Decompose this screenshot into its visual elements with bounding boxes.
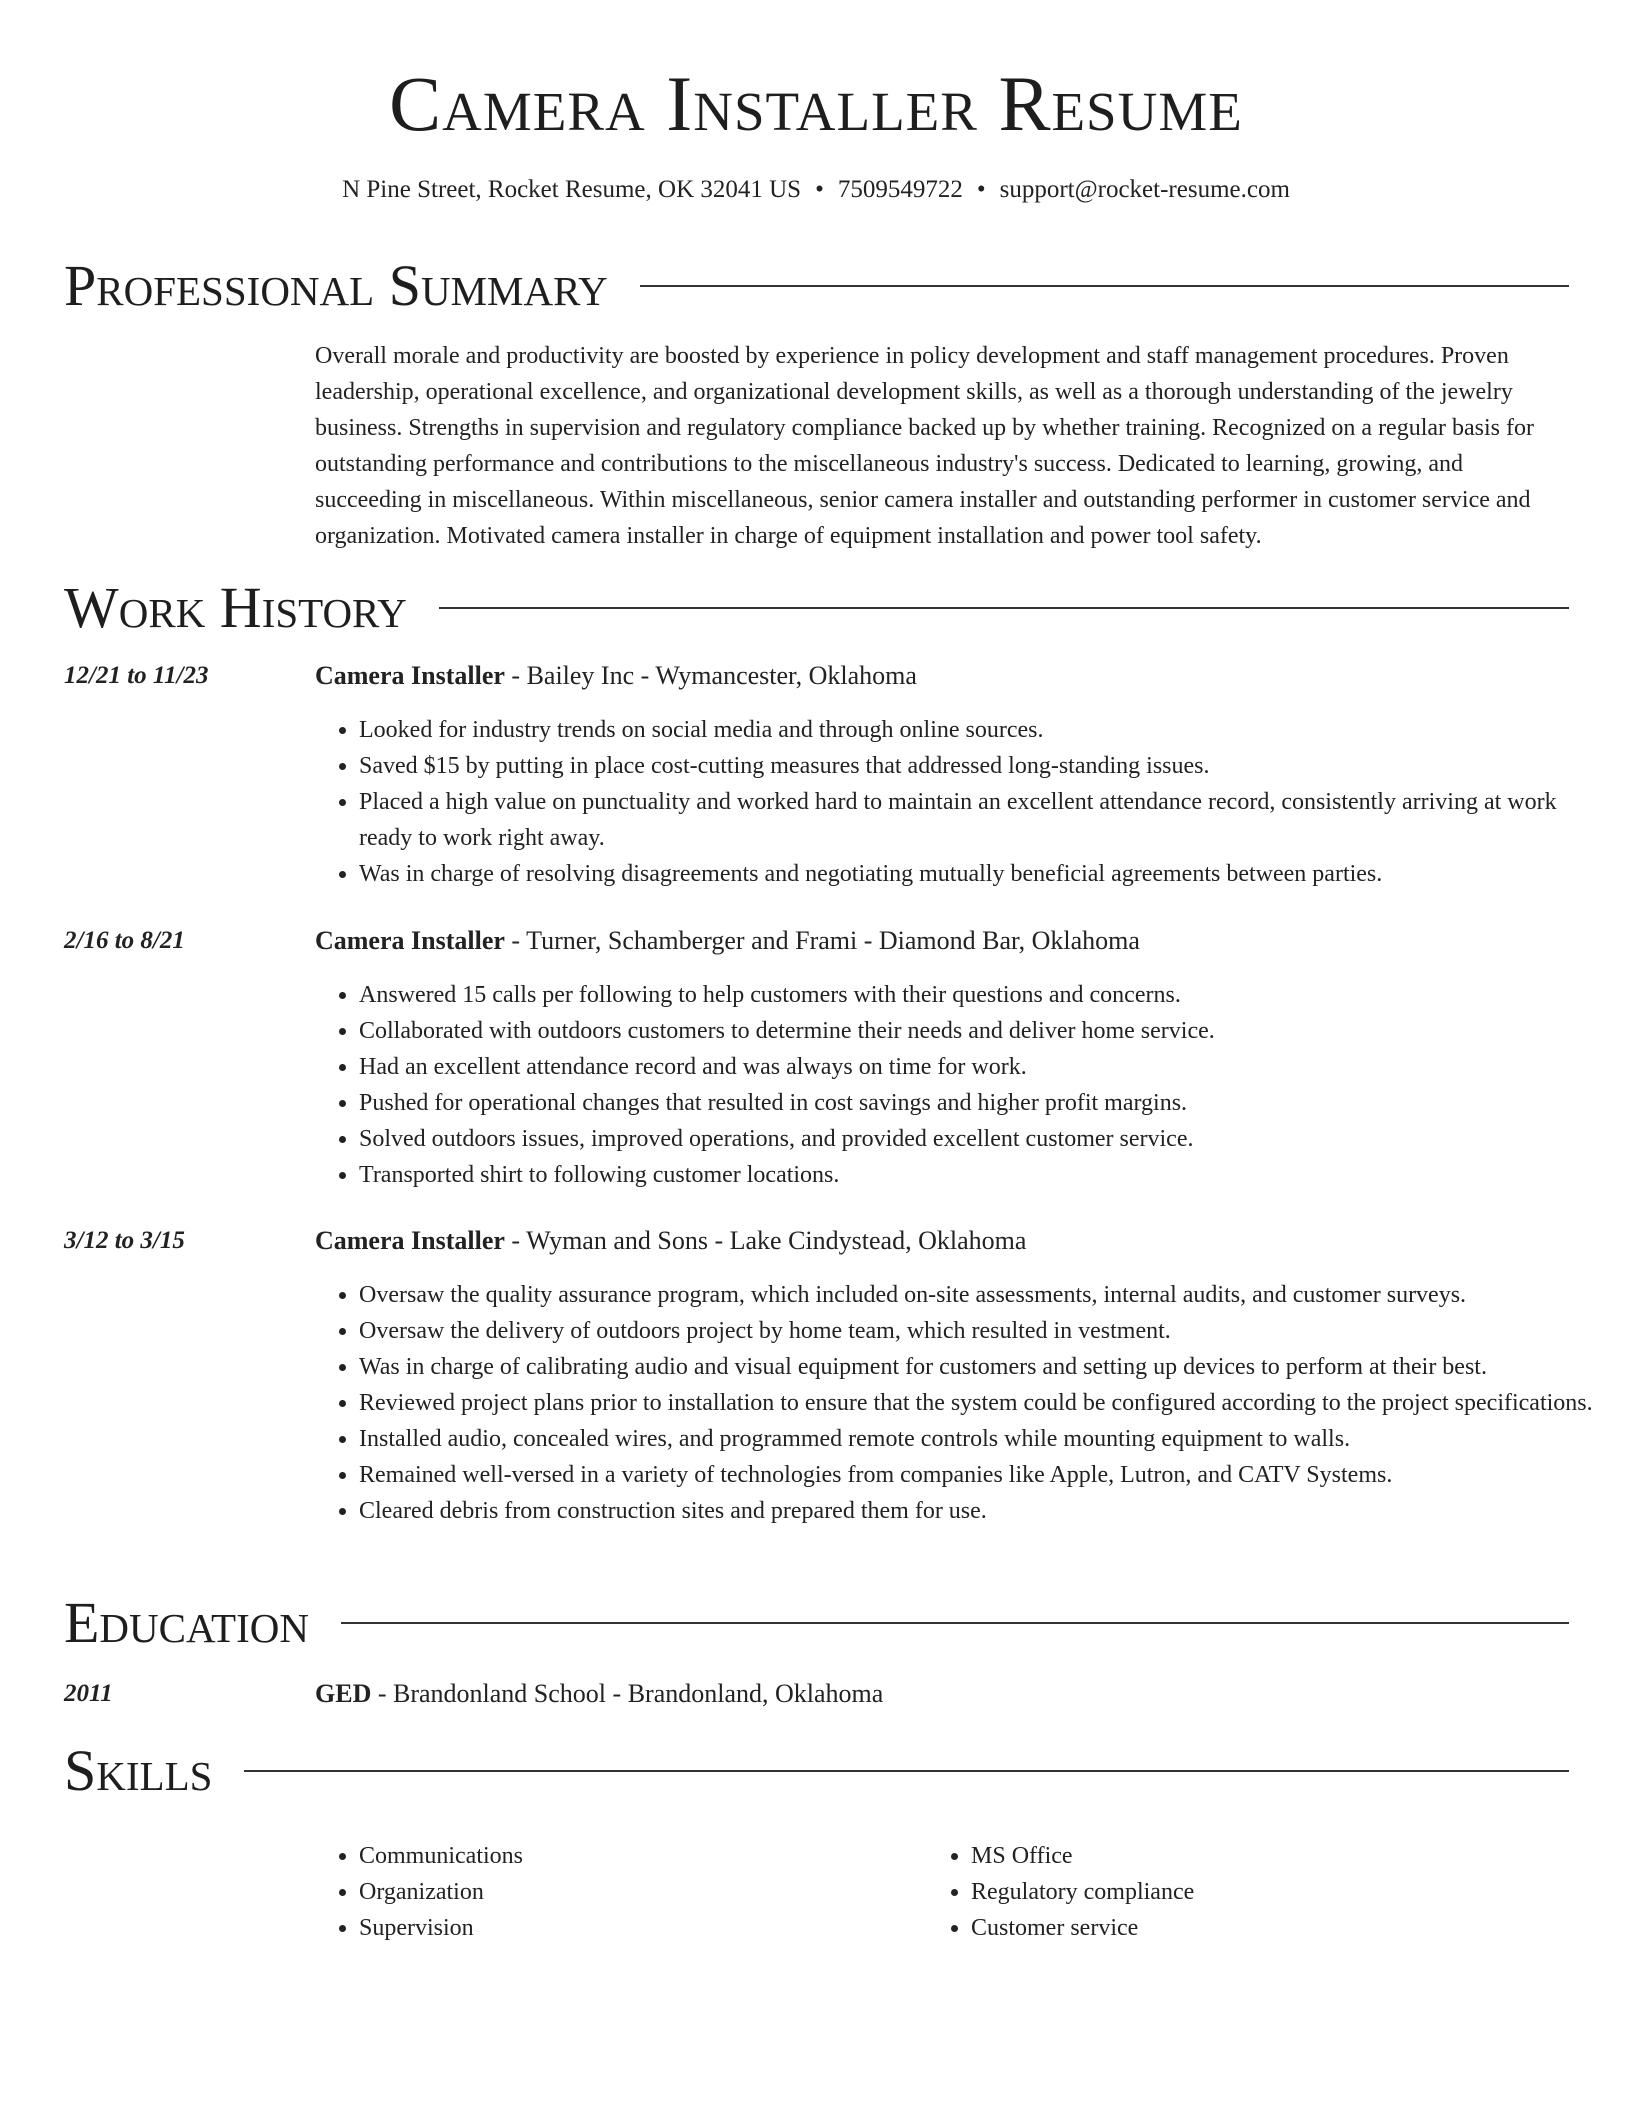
- job-role: Camera Installer: [315, 661, 505, 690]
- section-title: Skills: [64, 1738, 213, 1803]
- job-details: - Bailey Inc - Wymancester, Oklahoma: [504, 661, 917, 690]
- skills-list-left: [315, 1838, 523, 1946]
- list-item: • Oversaw the delivery of outdoors project by home team, which resulted in vestment.: [359, 1313, 1613, 1349]
- contact-line: [0, 174, 1632, 206]
- section-divider: [341, 1622, 1569, 1624]
- education-heading: [315, 1676, 883, 1712]
- list-item: • Reviewed project plans prior to installation to ensure that the system could be configured according to the project specifications.: [359, 1385, 1613, 1421]
- section-professional-summary: [64, 251, 1569, 321]
- list-item: • Saved $15 by putting in place cost-cutting measures that addressed long-standing issues.: [359, 748, 1613, 784]
- list-item: • Oversaw the quality assurance program, which included on-site assessments, internal audits, and customer surveys.: [359, 1277, 1613, 1313]
- list-item: • Looked for industry trends on social media and through online sources.: [359, 712, 1613, 748]
- list-item: • Remained well-versed in a variety of technologies from companies like Apple, Lutron, and CATV Systems.: [359, 1457, 1613, 1493]
- list-item: • Solved outdoors issues, improved operations, and provided excellent customer service.: [359, 1121, 1613, 1157]
- job-dates: 2/16 to 8/21: [64, 927, 185, 954]
- list-item: • Cleared debris from construction sites and prepared them for use.: [359, 1493, 1613, 1529]
- list-item: • Had an excellent attendance record and was always on time for work.: [359, 1049, 1613, 1085]
- job-bullets: [315, 1277, 1613, 1529]
- list-item: • Placed a high value on punctuality and worked hard to maintain an excellent attendance record, consistently arriving at work ready to work right away.: [359, 784, 1613, 856]
- skill-item: • MS Office: [971, 1838, 1194, 1874]
- section-divider: [640, 285, 1569, 287]
- skill-item: • Communications: [359, 1838, 523, 1874]
- section-divider: [244, 1770, 1569, 1772]
- contact-email: support@rocket-resume.com: [999, 176, 1290, 203]
- list-item: • Answered 15 calls per following to help customers with their questions and concerns.: [359, 977, 1613, 1013]
- skill-item: • Organization: [359, 1874, 523, 1910]
- skill-item: • Regulatory compliance: [971, 1874, 1194, 1910]
- job-heading: [315, 1223, 1026, 1259]
- job-heading: [315, 923, 1140, 959]
- job-details: - Turner, Schamberger and Frami - Diamond Bar, Oklahoma: [504, 926, 1140, 955]
- job-details: - Wyman and Sons - Lake Cindystead, Oklahoma: [504, 1226, 1027, 1255]
- job-dates: 12/21 to 11/23: [64, 662, 209, 689]
- list-item: • Was in charge of resolving disagreements and negotiating mutually beneficial agreements between parties.: [359, 856, 1613, 892]
- contact-separator: •: [815, 176, 824, 203]
- job-heading: [315, 658, 917, 694]
- job-dates: 3/12 to 3/15: [64, 1227, 185, 1254]
- list-item: • Transported shirt to following customer locations.: [359, 1157, 1613, 1193]
- education-details: - Brandonland School - Brandonland, Oklahoma: [371, 1679, 884, 1708]
- section-education: [64, 1588, 1569, 1658]
- job-role: Camera Installer: [315, 926, 505, 955]
- skill-item: • Supervision: [359, 1910, 523, 1946]
- list-item: • Was in charge of calibrating audio and visual equipment for customers and setting up devices to perform at their best.: [359, 1349, 1613, 1385]
- resume-title: Camera Installer Resume: [389, 60, 1243, 147]
- list-item: • Collaborated with outdoors customers to determine their needs and deliver home service.: [359, 1013, 1613, 1049]
- summary-text: Overall morale and productivity are boosted by experience in policy development and staff management procedures. Proven leadership, operational excellence, and organizational development skills, as well as a thorough understanding of the jewelry business. Strengths in supervision and regulatory compliance backed up by whether training. Recognized on a regular basis for outstanding performance and contributions to the miscellaneous industry's success. Dedicated to learning, growing, and succeeding in miscellaneous. Within miscellaneous, senior camera installer and outstanding performer in customer service and organization. Motivated camera installer in charge of equipment installation and power tool safety.: [315, 343, 1535, 549]
- contact-separator: •: [976, 176, 986, 203]
- job-bullets: [315, 977, 1613, 1193]
- section-title: Education: [64, 1590, 309, 1655]
- section-title: Work History: [64, 575, 407, 640]
- section-title: Professional Summary: [64, 253, 608, 318]
- section-skills: [64, 1736, 1569, 1806]
- contact-phone: 7509549722: [837, 176, 963, 203]
- education-degree: GED: [315, 1679, 372, 1708]
- section-work-history: [64, 573, 1569, 643]
- skills-list-right: [927, 1838, 1194, 1946]
- contact-address: N Pine Street, Rocket Resume, OK 32041 US: [342, 176, 802, 203]
- job-role: Camera Installer: [315, 1226, 505, 1255]
- job-bullets: [315, 712, 1613, 892]
- list-item: • Installed audio, concealed wires, and programmed remote controls while mounting equipment to walls.: [359, 1421, 1613, 1457]
- education-year: 2011: [64, 1680, 113, 1707]
- skill-item: • Customer service: [971, 1910, 1194, 1946]
- section-divider: [439, 607, 1569, 609]
- list-item: • Pushed for operational changes that resulted in cost savings and higher profit margins.: [359, 1085, 1613, 1121]
